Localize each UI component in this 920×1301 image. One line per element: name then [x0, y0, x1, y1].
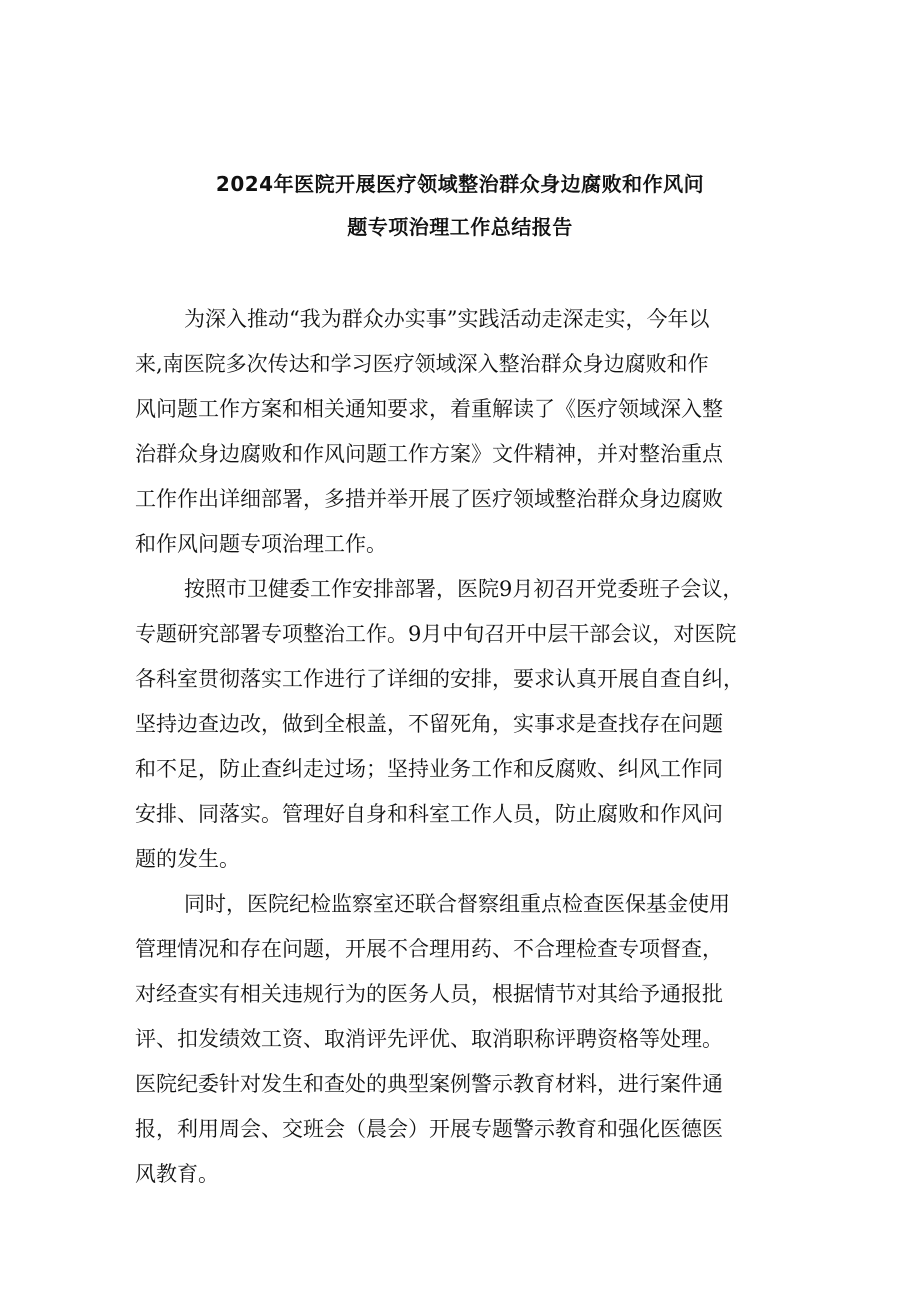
paragraph-3-line-1: 同时，医院纪检监察室还联合督察组重点检查医保基金使用: [184, 892, 730, 916]
document-title-line-1: 2024年医院开展医疗领域整治群众身边腐败和作风问: [215, 172, 705, 196]
paragraph-2-line-2: 专题研究部署专项整治工作。9月中旬召开中层干部会议，对医院: [135, 622, 737, 646]
paragraph-3-line-5: 医院纪委针对发生和查处的典型案例警示教育材料，进行案件通: [135, 1072, 723, 1096]
paragraph-2-line-1: 按照市卫健委工作安排部署，医院9月初召开党委班子会议，: [184, 577, 744, 601]
paragraph-2-line-4: 坚持边查边改，做到全根盖，不留死角，实事求是查找存在问题: [135, 712, 723, 736]
paragraph-3-line-4: 评、扣发绩效工资、取消评先评优、取消职称评聘资格等处理。: [135, 1027, 723, 1051]
paragraph-2-line-3: 各科室贯彻落实工作进行了详细的安排，要求认真开展自查自纠，: [135, 667, 744, 691]
paragraph-1-line-5: 工作作出详细部署，多措并举开展了医疗领域整治群众身边腐败: [135, 487, 723, 511]
paragraph-2-line-6: 安排、同落实。管理好自身和科室工作人员，防止腐败和作风问: [135, 802, 723, 826]
paragraph-3-line-7: 风教育。: [135, 1162, 219, 1186]
paragraph-2-line-5: 和不足，防止查纠走过场；坚持业务工作和反腐败、纠风工作同: [135, 757, 723, 781]
paragraph-1-line-6: 和作风问题专项治理工作。: [135, 532, 387, 556]
paragraph-3-line-6: 报，利用周会、交班会（晨会）开展专题警示教育和强化医德医: [135, 1117, 723, 1141]
paragraph-1-line-1: 为深入推动“我为群众办实事”实践活动走深走实，今年以: [184, 307, 710, 331]
document-title-line-2: 题专项治理工作总结报告: [347, 215, 573, 239]
paragraph-3-line-3: 对经查实有相关违规行为的医务人员，根据情节对其给予通报批: [135, 982, 723, 1006]
paragraph-2-line-7: 题的发生。: [135, 847, 240, 871]
paragraph-3-line-2: 管理情况和存在问题，开展不合理用药、不合理检查专项督查，: [135, 937, 723, 961]
paragraph-1-line-3: 风问题工作方案和相关通知要求，着重解读了《医疗领域深入整: [135, 397, 723, 421]
paragraph-1-line-4: 治群众身边腐败和作风问题工作方案》文件精神，并对整治重点: [135, 442, 723, 466]
paragraph-1-line-2: 来,南医院多次传达和学习医疗领域深入整治群众身边腐败和作: [135, 352, 709, 376]
